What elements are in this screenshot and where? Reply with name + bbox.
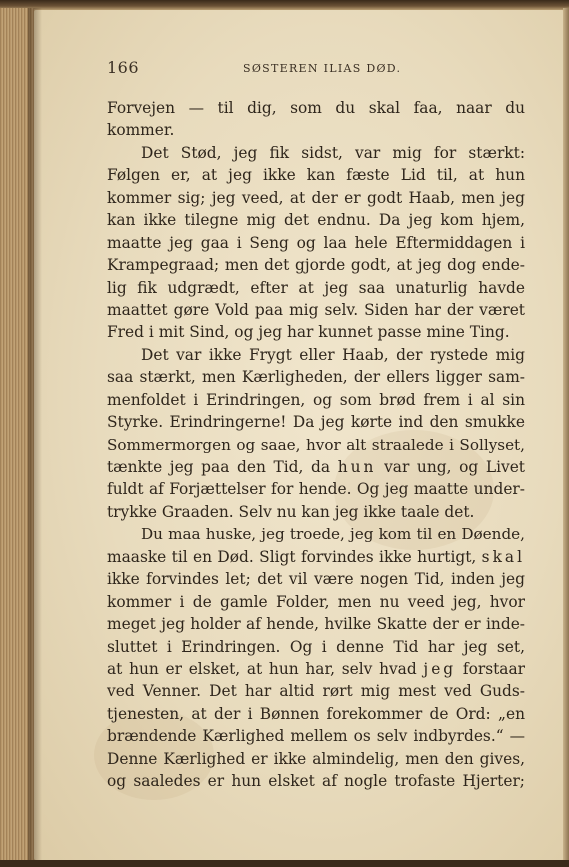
- emphasized-word: skal: [481, 547, 525, 566]
- text-line: lig fik udgrædt, efter at jeg saa unaturlig havde: [107, 278, 525, 297]
- text-line: kommer sig; jeg veed, at der er godt Haab, men jeg: [107, 188, 525, 207]
- text-line: Du maa huske, jeg troede, jeg kom til en Døende,: [141, 525, 525, 544]
- text-line: trykke Graaden. Selv nu kan jeg ikke taale det.: [107, 502, 475, 521]
- text-run: var ung, og Livet: [376, 458, 525, 476]
- page-number: 166: [107, 58, 140, 77]
- text-line: Styrke. Erindringerne! Da jeg kørte ind den smukke: [107, 413, 525, 432]
- emphasized-word: jeg: [423, 659, 457, 678]
- text-line: og saaledes er hun elsket af nogle trofaste Hjerter;: [107, 772, 525, 791]
- running-head: [107, 58, 523, 82]
- text-line: Det Stød, jeg fik sidst, var mig for stærkt:: [141, 143, 525, 162]
- text-line: tjenesten, at der i Bønnen forekommer de Ord: „en: [107, 704, 525, 723]
- text-line: Fred i mit Sind, og jeg har kunnet passe mine Ting.: [107, 323, 510, 342]
- text-run: forstaar: [456, 659, 525, 678]
- text-line: [107, 546, 525, 568]
- text-line: Krampegraad; men det gjorde godt, at jeg dog ende-: [107, 256, 525, 275]
- text-run: at hun er elsket, at hun har, selv hvad: [107, 659, 424, 678]
- page-right-edge: [563, 8, 569, 867]
- text-line: maattet gøre Vold paa mig selv. Siden har der været: [107, 300, 525, 319]
- text-line: meget jeg holder af hende, hvilke Skatte der er inde-: [107, 615, 525, 634]
- text-line: brændende Kærlighed mellem os selv indbyrdes.“ —: [107, 727, 525, 746]
- text-line: Sommermorgen og saae, hvor alt straalede i Sollyset,: [107, 435, 525, 454]
- text-line: [107, 456, 525, 478]
- text-run: tænkte jeg paa den Tid, da: [107, 458, 338, 476]
- body-text: [107, 97, 525, 793]
- text-line: sluttet i Erindringen. Og i denne Tid har jeg set,: [107, 637, 525, 656]
- text-line: menfoldet i Erindringen, og som brød frem i al sin: [107, 390, 525, 409]
- text-line: ikke forvindes let; det vil være nogen Tid, inden jeg: [107, 570, 525, 589]
- running-title: SØSTEREN ILIAS DØD.: [243, 62, 402, 75]
- text-line: kommer i de gamle Folder, men nu veed jeg, hvor: [107, 592, 525, 611]
- text-line: ved Venner. Det har altid rørt mig mest ved Guds-: [107, 682, 525, 701]
- spine-shadow: [28, 8, 42, 867]
- page-bottom-edge: [0, 860, 569, 867]
- text-run: maaske til en Død. Sligt forvindes ikke hurtigt,: [107, 547, 482, 566]
- text-line: Forvejen — til dig, som du skal faa, naar du: [107, 99, 525, 117]
- text-line: kommer.: [107, 121, 175, 140]
- text-line: [107, 658, 525, 680]
- text-line: maatte jeg gaa i Seng og laa hele Eftermiddagen i: [107, 233, 525, 252]
- text-line: saa stærkt, men Kærligheden, der ellers ligger sam-: [107, 368, 525, 387]
- text-line: kan ikke tilegne mig det endnu. Da jeg kom hjem,: [107, 211, 525, 230]
- text-line: fuldt af Forjættelser for hende. Og jeg maatte under-: [107, 480, 525, 499]
- text-line: Denne Kærlighed er ikke almindelig, men den gives,: [107, 749, 525, 768]
- text-line: Følgen er, at jeg ikke kan fæste Lid til, at hun: [107, 166, 525, 185]
- emphasized-word: hun: [337, 458, 377, 476]
- text-line: Det var ikke Frygt eller Haab, der rystede mig: [141, 345, 525, 364]
